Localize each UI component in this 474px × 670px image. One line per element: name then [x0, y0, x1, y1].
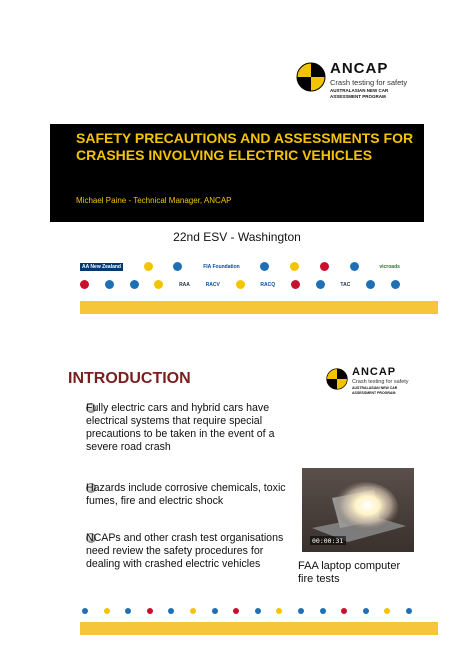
sponsor-logo-icon — [168, 608, 174, 614]
sponsor-logo-icon — [291, 280, 300, 289]
footer-bar — [80, 301, 438, 314]
footer-bar — [80, 622, 438, 635]
bullet-text: Hazards include corrosive chemicals, toxic fumes, fire and electric shock — [86, 482, 286, 507]
sponsor-logo-icon — [290, 262, 299, 271]
sponsor-logo-icon — [320, 262, 329, 271]
sponsor-logo-icon — [233, 608, 239, 614]
sponsor-logo-icon — [316, 280, 325, 289]
sponsor-logo-icon — [154, 280, 163, 289]
sponsor-logos-row-1 — [80, 262, 400, 271]
bullet-text: Fully electric cars and hybrid cars have electrical systems that require special precautions to be taken in the event of a severe road crash — [86, 402, 275, 453]
author-line: Michael Paine - Technical Manager, ANCAP — [76, 196, 232, 205]
ancap-tagline: Crash testing for safety — [352, 379, 409, 385]
sponsor-logo-icon — [125, 608, 131, 614]
sponsor-logo-tac: TAC — [340, 281, 351, 288]
ancap-brand: ANCAP — [330, 60, 389, 77]
ancap-org: AUSTRALASIAN NEW CAR ASSESSMENT PROGRAM — [330, 88, 389, 99]
sponsor-logo-icon — [144, 262, 153, 271]
fire-test-photo — [302, 468, 414, 552]
sponsor-logos-row-2 — [80, 280, 400, 289]
sponsor-logos-footer — [82, 608, 412, 614]
sponsor-logo-icon — [384, 608, 390, 614]
sponsor-logo-racq: RACQ — [260, 281, 276, 288]
photo-timestamp: 00:00:31 — [312, 537, 344, 545]
sponsor-logo-icon — [80, 280, 89, 289]
sponsor-logo-fia: FIA Foundation — [203, 263, 240, 270]
ancap-brand: ANCAP — [352, 366, 397, 378]
sponsor-logo-icon — [341, 608, 347, 614]
ancap-logo — [326, 366, 426, 410]
introduction-slide — [0, 348, 474, 640]
conference-label: 22nd ESV - Washington — [173, 230, 301, 244]
sponsor-logo-icon — [363, 608, 369, 614]
sponsor-logo-icon — [130, 280, 139, 289]
slide-title: SAFETY PRECAUTIONS AND ASSESSMENTS FOR CRASHES INVOLVING ELECTRIC VEHICLES — [76, 130, 414, 163]
sponsor-logo-icon — [366, 280, 375, 289]
sponsor-logo-racv: RACV — [205, 281, 220, 288]
title-band — [50, 124, 424, 222]
sponsor-logo-icon — [255, 608, 261, 614]
sponsor-logo-icon — [104, 608, 110, 614]
sponsor-logo-icon — [236, 280, 245, 289]
sponsor-logo-icon — [82, 608, 88, 614]
photo-caption: FAA laptop computer fire tests — [298, 560, 401, 585]
sponsor-logo-icon — [105, 280, 114, 289]
sponsor-logo-icon — [391, 280, 400, 289]
sponsor-logo-aa-nz: AA New Zealand — [82, 263, 121, 270]
sponsor-logo-icon — [406, 608, 412, 614]
sponsor-logo-icon — [147, 608, 153, 614]
title-slide — [0, 0, 474, 322]
ancap-tagline: Crash testing for safety — [330, 78, 408, 87]
sponsor-logo-icon — [350, 262, 359, 271]
ancap-target-icon — [296, 62, 326, 92]
sponsor-logo-vicroads: vicroads — [379, 263, 400, 270]
sponsor-logo-icon — [190, 608, 196, 614]
ancap-org: AUSTRALASIAN NEW CAR ASSESSMENT PROGRAM — [352, 386, 398, 395]
sponsor-logo-icon — [260, 262, 269, 271]
slide-heading: INTRODUCTION — [68, 370, 191, 387]
bullet-text: NCAPs and other crash test organisations need review the safety procedures for dealing with crashed electric vehicles — [86, 532, 284, 570]
sponsor-logo-icon — [276, 608, 282, 614]
sponsor-logo-raa: RAA — [179, 281, 190, 288]
sponsor-logo-icon — [298, 608, 304, 614]
sponsor-logo-icon — [212, 608, 218, 614]
sponsor-logo-icon — [320, 608, 326, 614]
ancap-logo — [296, 60, 436, 110]
ancap-target-icon — [326, 368, 348, 390]
sponsor-logo-icon — [173, 262, 182, 271]
